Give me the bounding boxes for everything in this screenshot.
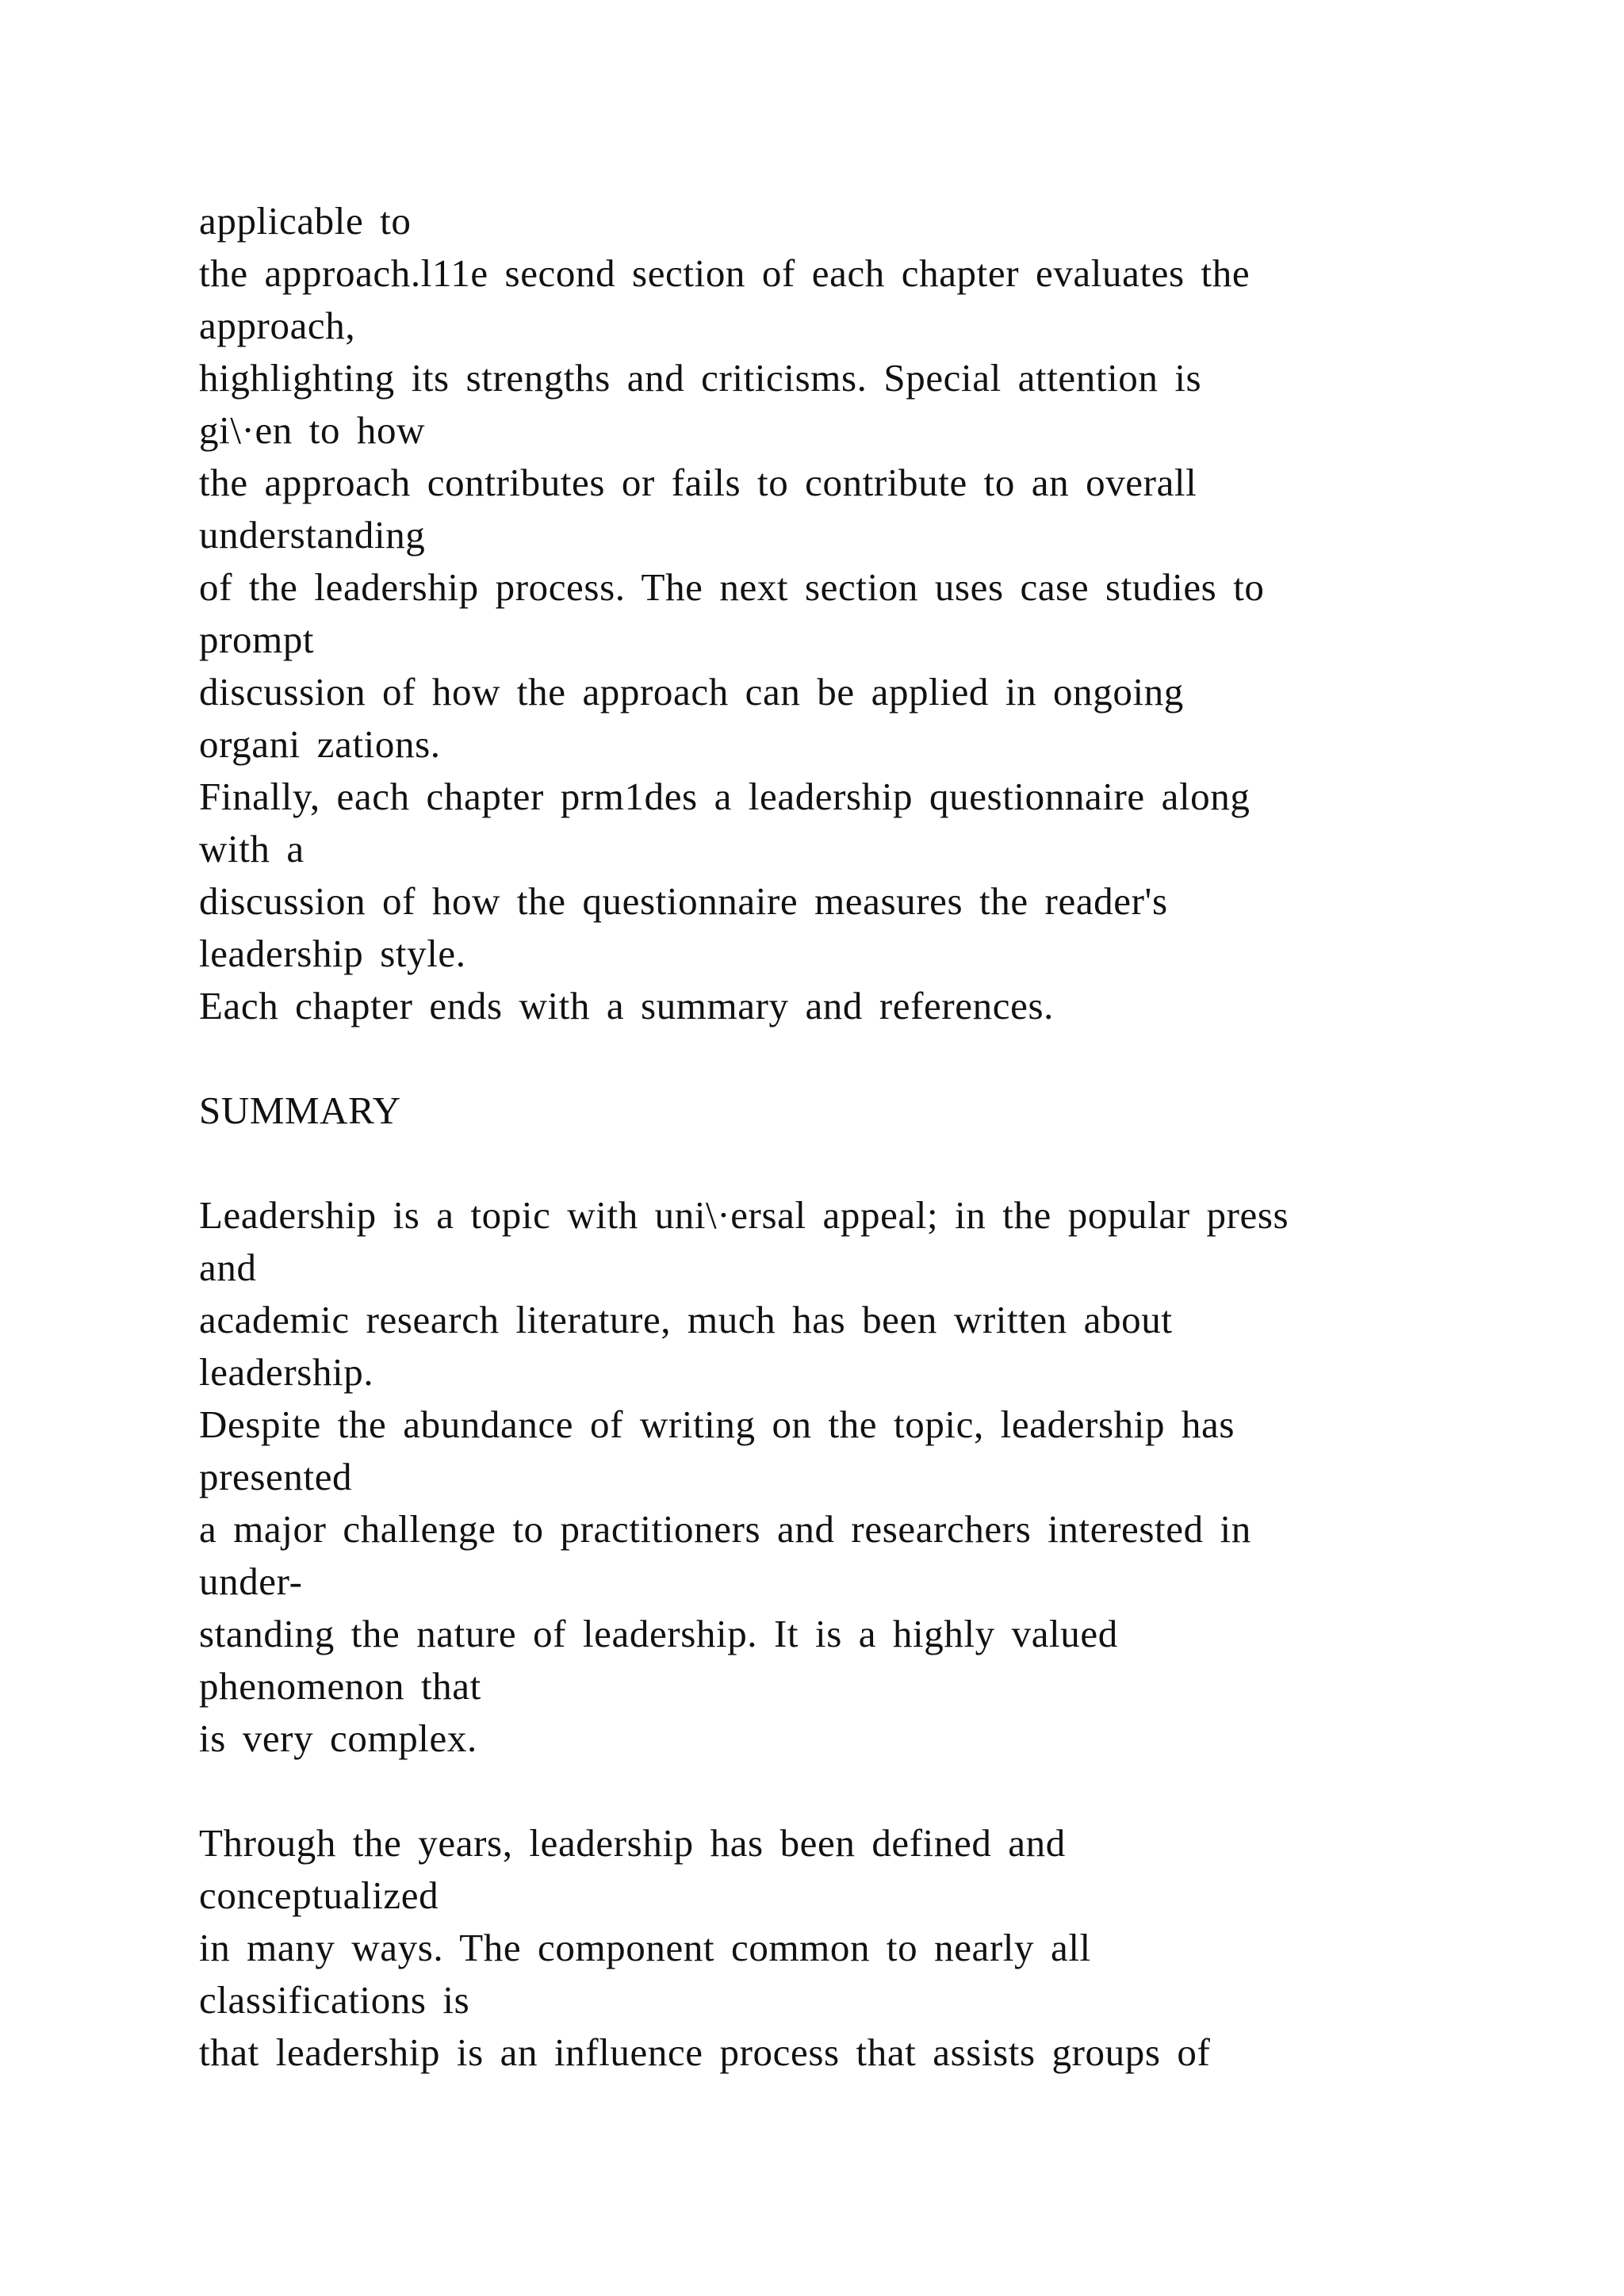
text-line: phenomenon that [199,1664,481,1708]
blank-line [199,1137,1547,1189]
text-line: under- [199,1559,303,1603]
text-line: prompt [199,618,315,661]
body-text [199,195,1547,2079]
text-line: leadership. [199,1350,374,1394]
text-line: is very complex. [199,1716,477,1760]
text-line: discussion of how the approach can be applied in ongoing [199,670,1184,714]
text-line: highlighting its strengths and criticisms. Special attention is [199,356,1202,400]
text-line: approach, [199,304,356,347]
text-line: standing the nature of leadership. It is a highly valued [199,1612,1118,1655]
text-line: Finally, each chapter prm1des a leadership questionnaire along [199,775,1251,818]
text-line: in many ways. The component common to nearly all [199,1926,1091,1969]
text-line: leadership style. [199,932,466,975]
text-line: a major challenge to practitioners and researchers interested in [199,1507,1251,1551]
text-line: Leadership is a topic with uni\·ersal appeal; in the popular press [199,1193,1289,1237]
text-line: and [199,1246,257,1289]
blank-line [199,1765,1547,1817]
text-line: Through the years, leadership has been defined and [199,1821,1066,1865]
text-line: gi\·en to how [199,408,426,452]
text-line: organi zations. [199,722,441,766]
blank-line [199,1032,1547,1085]
text-line: with a [199,827,304,871]
text-line: that leadership is an influence process that assists groups of [199,2030,1211,2074]
text-line: classifications is [199,1978,470,2022]
text-line: the approach.l11e second section of each chapter evaluates the [199,251,1251,295]
text-line: applicable to [199,199,412,243]
text-line: of the leadership process. The next section uses case studies to [199,565,1265,609]
text-line: Despite the abundance of writing on the topic, leadership has [199,1402,1235,1446]
text-line: the approach contributes or fails to contribute to an overall [199,461,1197,504]
text-line: understanding [199,513,426,557]
text-line: presented [199,1455,353,1498]
text-line: Each chapter ends with a summary and references. [199,984,1054,1027]
text-line: discussion of how the questionnaire measures the reader's [199,879,1168,923]
section-heading: SUMMARY [199,1089,401,1132]
text-line: academic research literature, much has been written about [199,1298,1173,1341]
text-line: conceptualized [199,1873,439,1917]
